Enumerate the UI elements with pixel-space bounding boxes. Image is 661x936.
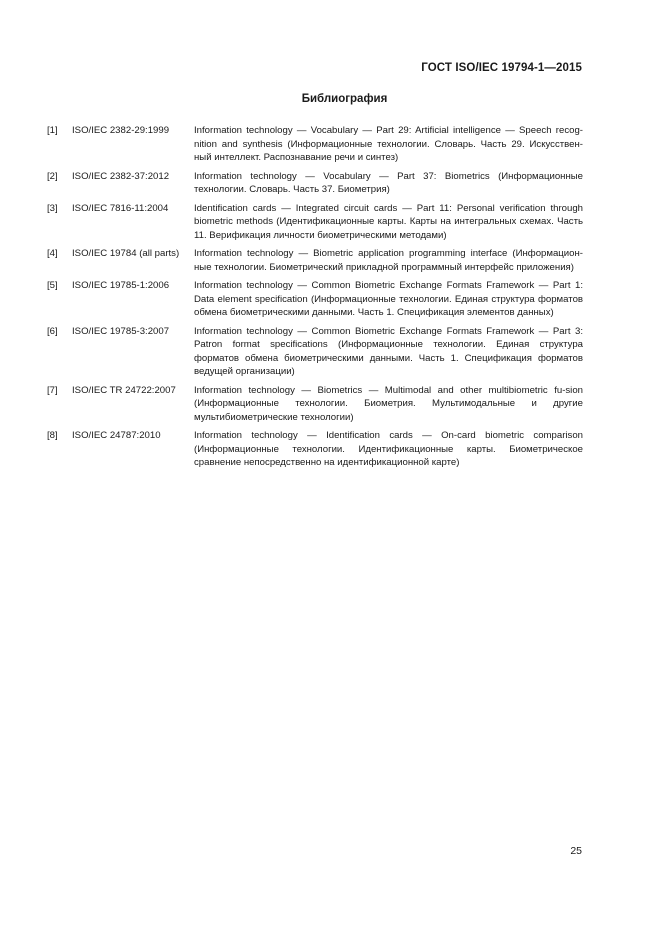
bibliography-entry-8 <box>47 429 583 470</box>
entry-description: Information technology — Identification cards — On-card biometric comparison (Информационные технологии. Идентификационные карты. Биометрическое сравнение непосредственно на идентификационной карте) <box>194 430 583 468</box>
entry-number: [1] <box>47 125 58 136</box>
bibliography-entry-4 <box>47 247 583 274</box>
entry-standard: ISO/IEC 19785-3:2007 <box>72 325 170 337</box>
entry-number: [4] <box>47 248 58 259</box>
page-title: Библиография <box>301 93 388 105</box>
bibliography-list <box>47 124 583 475</box>
entry-description: Information technology — Common Biometric Exchange Formats Framework — Part 1: Data element specification (Информационные технологии. Единая структура форматов обмена биометрическими данными. Часть 1. Спецификация элементов данных) <box>194 280 583 318</box>
page-number: 25 <box>570 845 582 857</box>
bibliography-entry-1 <box>47 124 583 165</box>
entry-description: Information technology — Biometrics — Multimodal and other multibiometric fu-sion (Информационные технологии. Биометрия. Мультимодальные и другие мультибиометрические технологии) <box>194 384 583 423</box>
entry-description: Information technology — Vocabulary — Part 29: Artificial intelligence — Speech recog-nition and synthesis (Информационные технологии. Словарь. Часть 29. Искусствен-ный интеллект. Распознавание речи и синтез) <box>194 125 583 163</box>
entry-number: [8] <box>47 430 58 441</box>
entry-description: Information technology — Common Biometric Exchange Formats Framework — Part 3: Patron format specifications (Информационные технологии. Единая структура форматов обмена биометрическими данными. Часть 1. Спецификация форматов ведущей организации) <box>194 325 583 377</box>
bibliography-entry-2 <box>47 170 583 197</box>
bibliography-entry-7 <box>47 384 583 425</box>
bibliography-entry-3 <box>47 202 583 243</box>
entry-number: [3] <box>47 202 58 214</box>
entry-standard: ISO/IEC 7816-11:2004 <box>72 202 169 214</box>
entry-number: [6] <box>47 325 58 337</box>
entry-standard: ISO/IEC 19784 (all parts) <box>72 248 180 259</box>
entry-standard: ISO/IEC 24787:2010 <box>72 430 161 441</box>
entry-description: Information technology — Vocabulary — Part 37: Biometrics (Информационные технологии. Словарь. Часть 37. Биометрия) <box>194 170 583 195</box>
entry-number: [5] <box>47 280 58 291</box>
entry-number: [2] <box>47 170 58 182</box>
entry-standard: ISO/IEC 2382-37:2012 <box>72 170 170 182</box>
entry-number: [7] <box>47 384 58 396</box>
document-code-header: ГОСТ ISO/IEC 19794-1—2015 <box>421 62 582 74</box>
bibliography-entry-5 <box>47 279 583 320</box>
entry-description: Identification cards — Integrated circuit cards — Part 11: Personal verification through biometric methods (Идентификационные карты. Карты на интегральных схемах. Часть 11. Верификация личности биометрическими методами) <box>194 202 583 241</box>
entry-description: Information technology — Biometric application programming interface (Информацион-ные технологии. Биометрический прикладной программный интерфейс приложения) <box>194 248 583 273</box>
entry-standard: ISO/IEC 2382-29:1999 <box>72 125 170 136</box>
entry-standard: ISO/IEC 19785-1:2006 <box>72 280 170 291</box>
entry-standard: ISO/IEC TR 24722:2007 <box>72 384 176 396</box>
bibliography-entry-6 <box>47 325 583 379</box>
